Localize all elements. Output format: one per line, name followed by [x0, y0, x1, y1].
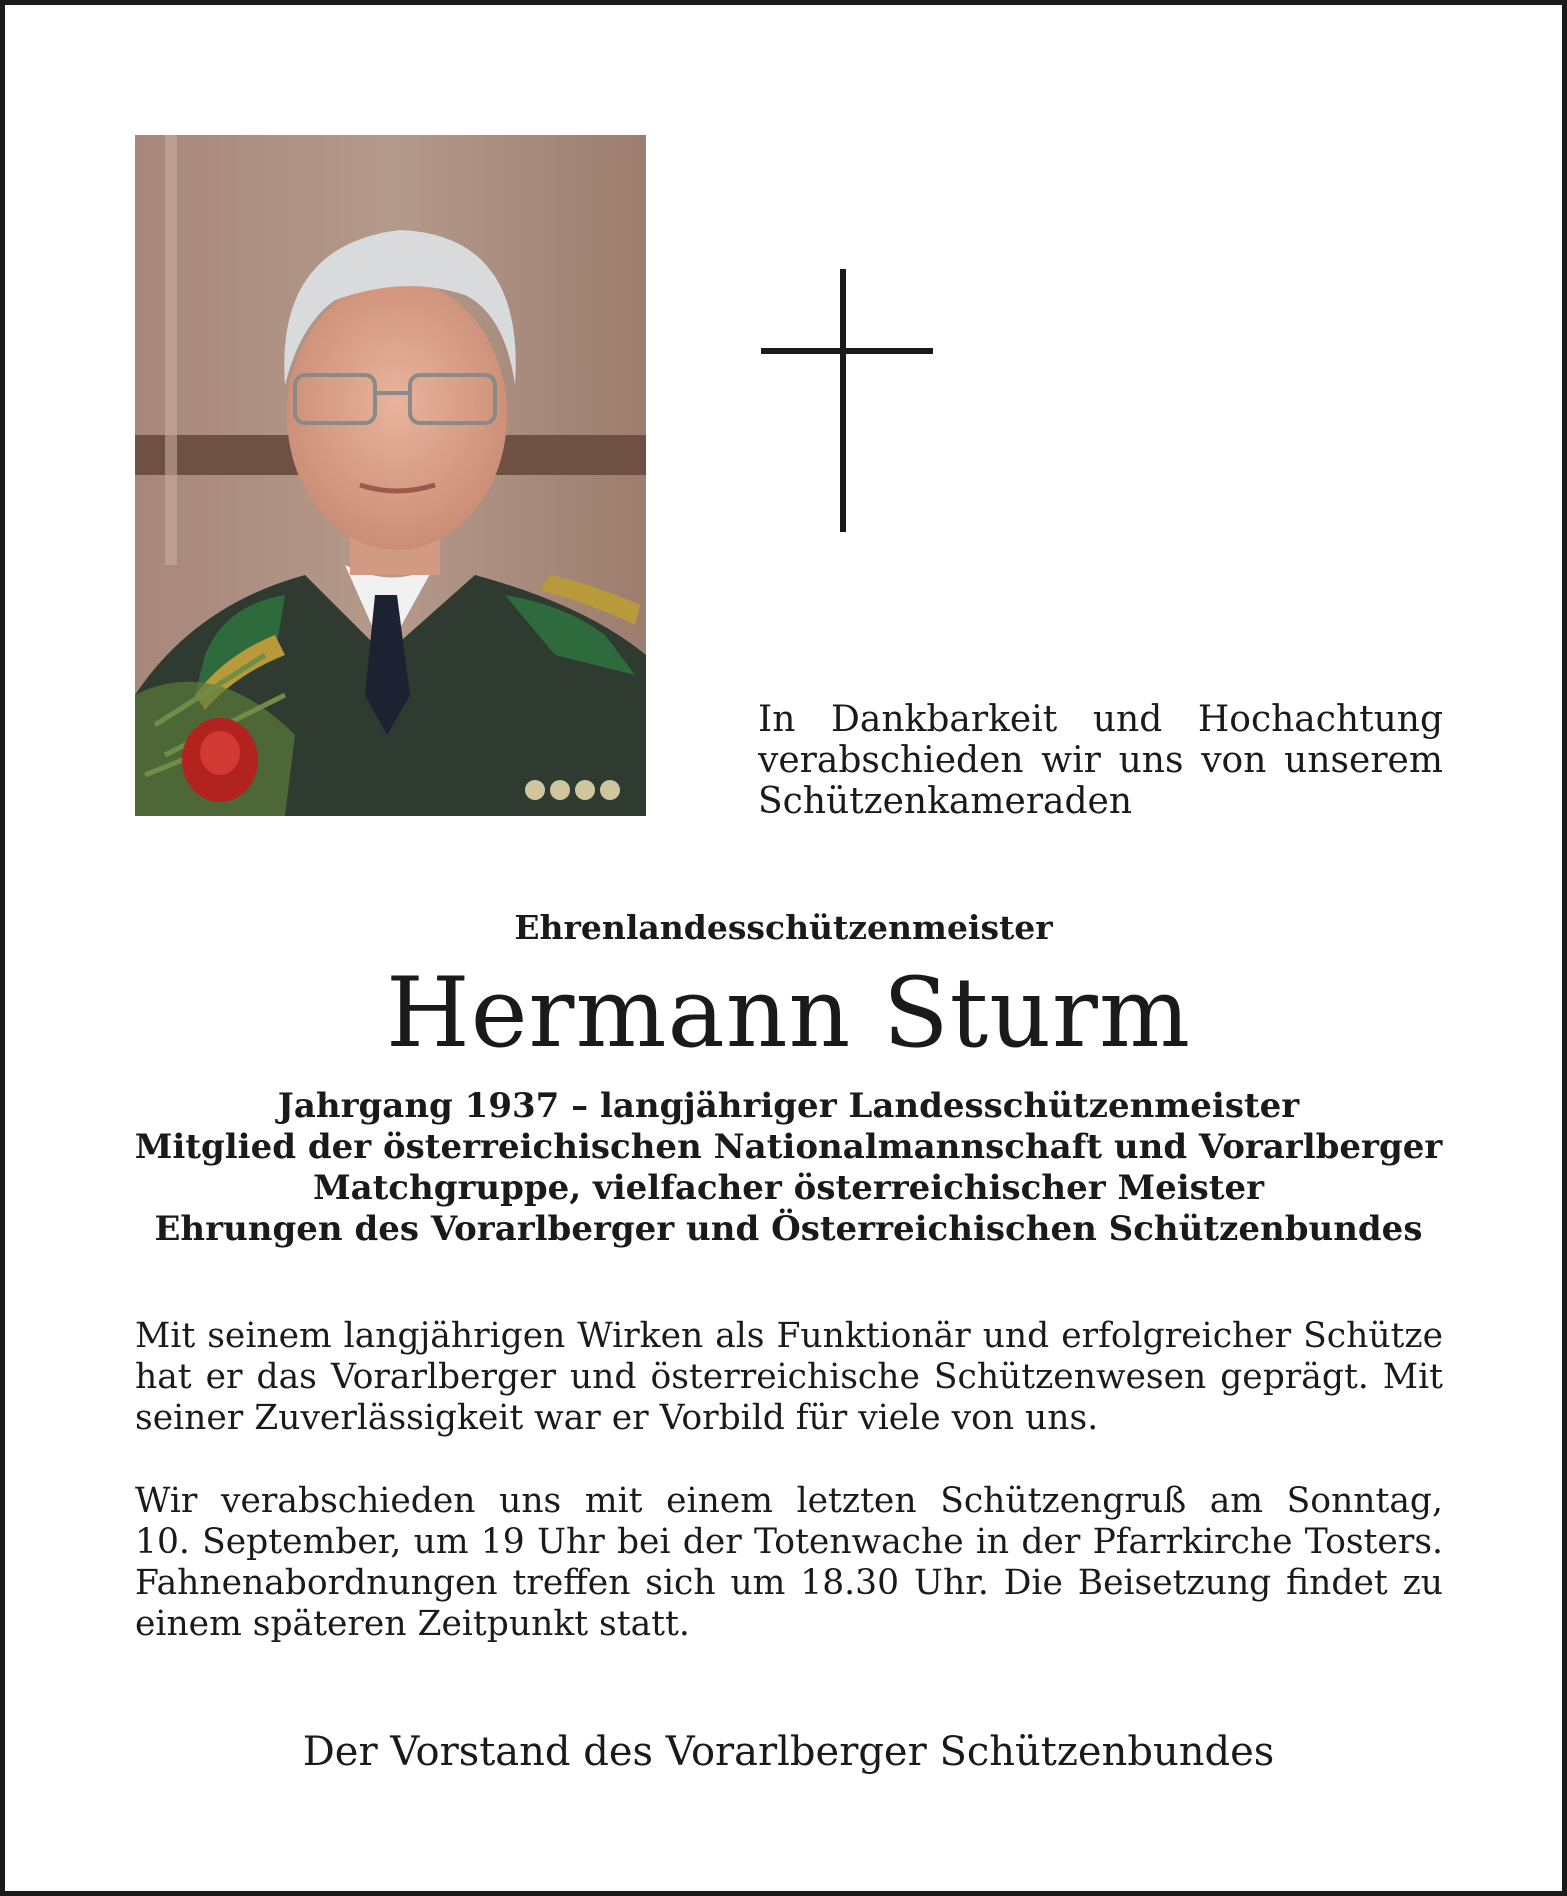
paragraph-line: Mit seinem langjährigen Wirken als Funktionär und erfolgreicher Schütze: [135, 1316, 1443, 1356]
paragraph-line: einem späteren Zeitpunkt statt.: [135, 1604, 690, 1644]
ceremony-paragraph: [135, 1481, 1443, 1645]
biography: [5, 1086, 1567, 1250]
intro-line: Schützenkameraden: [758, 781, 1133, 822]
bio-line: Mitglied der österreichischen Nationalmannschaft und Vorarlberger: [134, 1127, 1443, 1167]
bio-line: Matchgruppe, vielfacher österreichischer Meister: [312, 1168, 1265, 1208]
intro-line: In Dankbarkeit und Hochachtung: [758, 699, 1443, 740]
paragraph-line: hat er das Vorarlberger und österreichische Schützenwesen geprägt. Mit: [135, 1357, 1443, 1397]
bio-line: Jahrgang 1937 – langjähriger Landesschützenmeister: [277, 1086, 1300, 1126]
intro-line: verabschieden wir uns von unserem: [758, 740, 1443, 781]
latin-cross-icon: [761, 269, 933, 532]
deceased-name: Hermann Sturm: [386, 957, 1191, 1069]
honorific-title: Ehrenlandesschützenmeister: [514, 908, 1053, 947]
paragraph-line: seiner Zuverlässigkeit war er Vorbild für viele von uns.: [135, 1398, 1099, 1438]
portrait-photo: [135, 135, 646, 816]
paragraph-line: Fahnenabordnungen treffen sich um 18.30 Uhr. Die Beisetzung findet zu: [135, 1563, 1443, 1603]
bio-line: Ehrungen des Vorarlberger und Österreichischen Schützenbundes: [154, 1209, 1423, 1249]
signature: Der Vorstand des Vorarlberger Schützenbundes: [302, 1729, 1275, 1775]
intro-text: [758, 699, 1443, 822]
tribute-paragraph: [135, 1316, 1443, 1439]
paragraph-line: 10. September, um 19 Uhr bei der Totenwache in der Pfarrkirche Tosters.: [135, 1522, 1443, 1562]
paragraph-line: Wir verabschieden uns mit einem letzten Schützengruß am Sonntag,: [135, 1481, 1443, 1521]
portrait-photo-icon: [135, 135, 646, 816]
